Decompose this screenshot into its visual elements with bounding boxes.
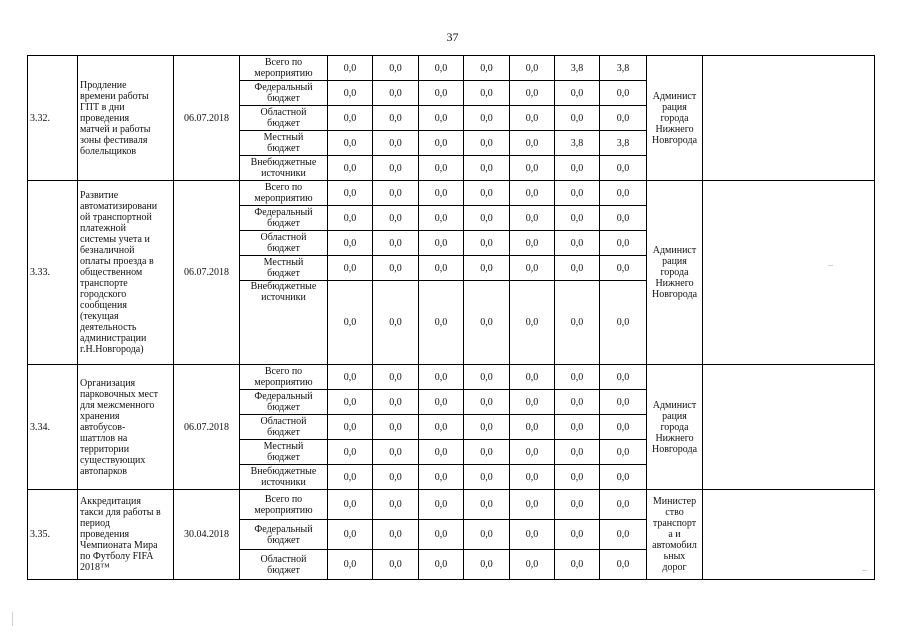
funding-value-cell: 0,0: [600, 281, 647, 365]
funding-value-cell: 0,0: [510, 365, 555, 390]
funding-value-cell: 0,0: [419, 206, 464, 231]
funding-value-cell: 0,0: [555, 550, 600, 580]
item-executor: Админист рация города Нижнего Новгорода: [647, 365, 703, 490]
funding-value-cell: 0,0: [555, 106, 600, 131]
funding-value-cell: 0,0: [419, 365, 464, 390]
funding-value-cell: 0,0: [510, 550, 555, 580]
funding-value-cell: 0,0: [510, 56, 555, 81]
funding-value-cell: 0,0: [328, 206, 373, 231]
funding-value-cell: 0,0: [510, 106, 555, 131]
funding-value-cell: 0,0: [328, 365, 373, 390]
page-number: 37: [446, 30, 459, 44]
funding-value-cell: 0,0: [464, 415, 510, 440]
funding-value-cell: 0,0: [600, 156, 647, 181]
funding-value-cell: 0,0: [600, 231, 647, 256]
funding-value-cell: 0,0: [419, 550, 464, 580]
funding-value-cell: 0,0: [373, 281, 419, 365]
item-empty-cell: [703, 490, 875, 580]
funding-value-cell: 0,0: [600, 81, 647, 106]
funding-value-cell: 0,0: [419, 490, 464, 520]
funding-value-cell: 0,0: [419, 106, 464, 131]
item-date: 06.07.2018: [174, 365, 240, 490]
funding-value-cell: 0,0: [510, 206, 555, 231]
table-row: [28, 181, 875, 206]
item-date: 06.07.2018: [174, 181, 240, 365]
funding-value-cell: 0,0: [328, 465, 373, 490]
funding-value-cell: 0,0: [373, 131, 419, 156]
funding-value-cell: 0,0: [464, 520, 510, 550]
funding-source-label: Федеральный бюджет: [240, 81, 328, 106]
funding-value-cell: 0,0: [555, 281, 600, 365]
funding-value-cell: 0,0: [600, 465, 647, 490]
funding-source-label: Всего по мероприятию: [240, 365, 328, 390]
funding-value-cell: 0,0: [328, 550, 373, 580]
funding-source-label: Внебюджетные источники: [240, 156, 328, 181]
funding-value-cell: 0,0: [464, 81, 510, 106]
item-executor: Админист рация города Нижнего Новгорода: [647, 56, 703, 181]
funding-value-cell: 0,0: [328, 390, 373, 415]
funding-value-cell: 0,0: [373, 206, 419, 231]
funding-value-cell: 0,0: [555, 365, 600, 390]
funding-value-cell: 0,0: [328, 81, 373, 106]
funding-value-cell: 0,0: [419, 81, 464, 106]
funding-value-cell: 0,0: [373, 465, 419, 490]
table-row: [28, 365, 875, 390]
funding-source-label: Местный бюджет: [240, 256, 328, 281]
item-date: 06.07.2018: [174, 56, 240, 181]
budget-table: [27, 55, 875, 580]
funding-source-label: Областной бюджет: [240, 415, 328, 440]
funding-value-cell: 0,0: [419, 131, 464, 156]
funding-value-cell: 0,0: [373, 365, 419, 390]
funding-value-cell: 0,0: [600, 206, 647, 231]
funding-value-cell: 0,0: [419, 415, 464, 440]
funding-value-cell: 0,0: [328, 520, 373, 550]
funding-value-cell: 0,0: [510, 520, 555, 550]
funding-value-cell: 0,0: [555, 156, 600, 181]
funding-value-cell: 0,0: [328, 156, 373, 181]
funding-source-label: Местный бюджет: [240, 131, 328, 156]
funding-value-cell: 0,0: [510, 231, 555, 256]
funding-source-label: Внебюджетные источники: [240, 465, 328, 490]
funding-value-cell: 0,0: [555, 415, 600, 440]
funding-source-label: Областной бюджет: [240, 231, 328, 256]
funding-value-cell: 0,0: [600, 365, 647, 390]
funding-value-cell: 0,0: [373, 81, 419, 106]
funding-value-cell: 0,0: [510, 490, 555, 520]
funding-value-cell: 0,0: [464, 131, 510, 156]
funding-value-cell: 0,0: [510, 181, 555, 206]
funding-value-cell: 0,0: [373, 390, 419, 415]
funding-value-cell: 0,0: [510, 415, 555, 440]
funding-value-cell: 0,0: [419, 231, 464, 256]
funding-value-cell: 0,0: [419, 465, 464, 490]
item-name: Продление времени работы ГПТ в дни проведения матчей и работы зоны фестиваля болельщиков: [78, 56, 174, 181]
funding-value-cell: 0,0: [555, 520, 600, 550]
item-name: Организация парковочных мест для межсменного хранения автобусов- шаттлов на территории существующих автопарков: [78, 365, 174, 490]
funding-source-label: Всего по мероприятию: [240, 56, 328, 81]
funding-value-cell: 0,0: [600, 520, 647, 550]
funding-value-cell: 0,0: [419, 281, 464, 365]
funding-value-cell: 0,0: [419, 56, 464, 81]
funding-value-cell: 0,0: [555, 231, 600, 256]
funding-value-cell: 3,8: [555, 56, 600, 81]
funding-value-cell: 0,0: [510, 131, 555, 156]
funding-value-cell: 0,0: [600, 390, 647, 415]
funding-value-cell: 0,0: [464, 206, 510, 231]
item-empty-cell: [703, 365, 875, 490]
funding-value-cell: 0,0: [419, 520, 464, 550]
funding-value-cell: 0,0: [600, 490, 647, 520]
funding-value-cell: 0,0: [373, 156, 419, 181]
table-row: [28, 56, 875, 81]
item-name: Развитие автоматизировани ой транспортной платежной системы учета и безналичной оплаты проезда в общественном транспорте городского сообщения (текущая деятельность администрации г.Н.Новгорода): [78, 181, 174, 365]
funding-value-cell: 0,0: [464, 231, 510, 256]
table-row: [28, 490, 875, 520]
funding-value-cell: 0,0: [510, 465, 555, 490]
funding-value-cell: 0,0: [328, 490, 373, 520]
funding-value-cell: 0,0: [510, 256, 555, 281]
funding-source-label: Федеральный бюджет: [240, 520, 328, 550]
funding-value-cell: 0,0: [328, 415, 373, 440]
item-number: 3.35.: [28, 490, 78, 580]
funding-value-cell: 0,0: [464, 550, 510, 580]
item-number: 3.34.: [28, 365, 78, 490]
funding-value-cell: 3,8: [600, 131, 647, 156]
funding-value-cell: 0,0: [419, 156, 464, 181]
scan-artifact: [12, 612, 13, 626]
funding-value-cell: 0,0: [373, 56, 419, 81]
funding-source-label: Внебюджетные источники: [240, 281, 328, 365]
funding-source-label: Всего по мероприятию: [240, 490, 328, 520]
funding-value-cell: 0,0: [600, 106, 647, 131]
funding-value-cell: 0,0: [464, 256, 510, 281]
funding-value-cell: 0,0: [464, 106, 510, 131]
funding-source-label: Всего по мероприятию: [240, 181, 328, 206]
funding-value-cell: 0,0: [328, 440, 373, 465]
funding-value-cell: 0,0: [373, 440, 419, 465]
funding-value-cell: 0,0: [373, 490, 419, 520]
funding-source-label: Местный бюджет: [240, 440, 328, 465]
item-empty-cell: [703, 181, 875, 365]
funding-value-cell: 0,0: [419, 181, 464, 206]
funding-value-cell: 0,0: [555, 256, 600, 281]
funding-value-cell: 3,8: [600, 56, 647, 81]
funding-value-cell: 0,0: [600, 550, 647, 580]
funding-value-cell: 0,0: [555, 81, 600, 106]
funding-value-cell: 0,0: [555, 440, 600, 465]
funding-value-cell: 0,0: [464, 56, 510, 81]
item-number: 3.32.: [28, 56, 78, 181]
funding-value-cell: 0,0: [600, 181, 647, 206]
funding-value-cell: 0,0: [464, 365, 510, 390]
funding-value-cell: 0,0: [600, 415, 647, 440]
funding-value-cell: 0,0: [510, 81, 555, 106]
funding-value-cell: 0,0: [328, 281, 373, 365]
funding-value-cell: 0,0: [555, 465, 600, 490]
scan-artifact: [828, 265, 833, 266]
funding-value-cell: 0,0: [328, 106, 373, 131]
funding-value-cell: 0,0: [328, 231, 373, 256]
funding-value-cell: 0,0: [373, 181, 419, 206]
funding-value-cell: 0,0: [419, 390, 464, 415]
funding-value-cell: 0,0: [600, 256, 647, 281]
funding-value-cell: 3,8: [555, 131, 600, 156]
funding-value-cell: 0,0: [328, 56, 373, 81]
funding-value-cell: 0,0: [510, 281, 555, 365]
funding-source-label: Федеральный бюджет: [240, 206, 328, 231]
funding-value-cell: 0,0: [373, 231, 419, 256]
funding-value-cell: 0,0: [555, 390, 600, 415]
funding-value-cell: 0,0: [510, 156, 555, 181]
funding-value-cell: 0,0: [373, 415, 419, 440]
funding-value-cell: 0,0: [328, 181, 373, 206]
funding-value-cell: 0,0: [419, 256, 464, 281]
funding-value-cell: 0,0: [555, 206, 600, 231]
funding-value-cell: 0,0: [464, 181, 510, 206]
funding-value-cell: 0,0: [464, 465, 510, 490]
funding-value-cell: 0,0: [464, 281, 510, 365]
funding-value-cell: 0,0: [373, 106, 419, 131]
scan-artifact: [862, 570, 867, 571]
item-name: Аккредитация такси для работы в период проведения Чемпионата Мира по Футболу FIFA 2018™: [78, 490, 174, 580]
funding-value-cell: 0,0: [419, 440, 464, 465]
item-executor: Министер ство транспорт а и автомобил ьных дорог: [647, 490, 703, 580]
funding-source-label: Федеральный бюджет: [240, 390, 328, 415]
funding-value-cell: 0,0: [464, 440, 510, 465]
funding-value-cell: 0,0: [555, 490, 600, 520]
funding-value-cell: 0,0: [555, 181, 600, 206]
funding-value-cell: 0,0: [510, 440, 555, 465]
funding-value-cell: 0,0: [464, 390, 510, 415]
funding-source-label: Областной бюджет: [240, 550, 328, 580]
funding-value-cell: 0,0: [510, 390, 555, 415]
funding-value-cell: 0,0: [328, 131, 373, 156]
item-number: 3.33.: [28, 181, 78, 365]
funding-source-label: Областной бюджет: [240, 106, 328, 131]
item-executor: Админист рация города Нижнего Новгорода: [647, 181, 703, 365]
funding-value-cell: 0,0: [464, 156, 510, 181]
funding-value-cell: 0,0: [464, 490, 510, 520]
item-empty-cell: [703, 56, 875, 181]
funding-value-cell: 0,0: [600, 440, 647, 465]
funding-value-cell: 0,0: [373, 256, 419, 281]
funding-value-cell: 0,0: [373, 520, 419, 550]
item-date: 30.04.2018: [174, 490, 240, 580]
funding-value-cell: 0,0: [328, 256, 373, 281]
funding-value-cell: 0,0: [373, 550, 419, 580]
